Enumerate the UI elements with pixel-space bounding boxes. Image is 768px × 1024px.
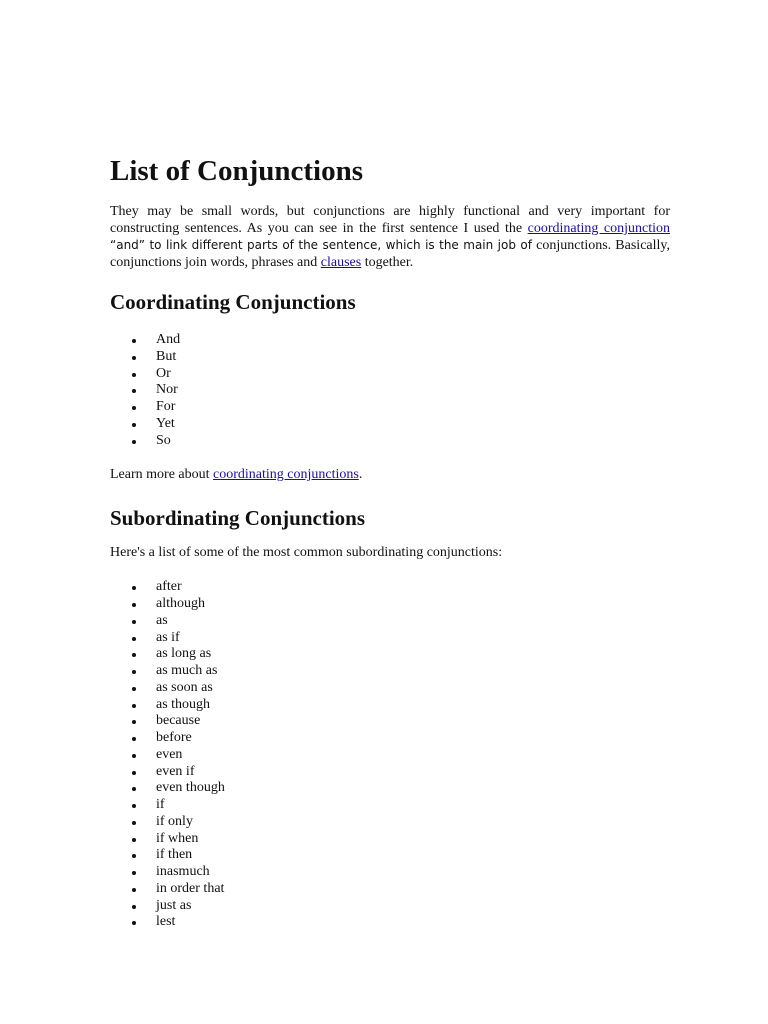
list-item-label: And [156, 332, 181, 347]
list-item-label: For [156, 399, 176, 414]
list-item [110, 433, 670, 450]
list-item-label: even [156, 746, 183, 762]
intro-text-3: conjunctions. Basically, conjunctions join words, phrases and [110, 238, 670, 270]
bullet-icon [132, 687, 136, 691]
bullet-icon [132, 670, 136, 674]
list-item [110, 579, 670, 596]
list-item [110, 646, 670, 663]
list-item [110, 914, 670, 931]
list-item-label: even though [156, 780, 225, 796]
list-item [110, 898, 670, 915]
list-item-label: Or [156, 365, 171, 381]
list-item [110, 864, 670, 881]
list-item [110, 814, 670, 831]
list-item [110, 663, 670, 680]
coordinating-heading: Coordinating Conjunctions [110, 290, 356, 314]
list-item [110, 797, 670, 814]
subordinating-intro: Here's a list of some of the most common subordinating conjunctions: [110, 545, 503, 561]
list-item [110, 747, 670, 764]
bullet-icon [132, 787, 136, 791]
list-item [110, 416, 670, 433]
list-item [110, 630, 670, 647]
learn-more-prefix: Learn more about [110, 467, 214, 483]
bullet-icon [132, 754, 136, 758]
list-item [110, 847, 670, 864]
bullet-icon [132, 653, 136, 657]
bullet-icon [132, 423, 136, 427]
learn-more-paragraph [110, 466, 670, 483]
subordinating-list [110, 579, 670, 931]
list-item-label: inasmuch [156, 864, 210, 879]
bullet-icon [132, 888, 136, 892]
bullet-icon [132, 704, 136, 708]
list-item-label: in order that [156, 880, 225, 896]
clauses-link[interactable]: clauses [320, 255, 362, 270]
list-item-label: as though [156, 696, 211, 712]
list-item-label: even if [156, 763, 195, 779]
list-item-label: as if [156, 629, 180, 645]
list-item-label: as soon as [156, 679, 213, 695]
list-item-label: as much as [156, 663, 218, 678]
coordinating-conjunctions-link[interactable]: coordinating conjunctions [213, 467, 359, 483]
list-item-label: if when [156, 830, 199, 846]
bullet-icon [132, 871, 136, 875]
list-item [110, 881, 670, 898]
list-item-label: as [156, 612, 168, 628]
bullet-icon [132, 356, 136, 360]
bullet-icon [132, 821, 136, 825]
intro-text-4: together. [361, 255, 414, 270]
learn-more-suffix: . [358, 467, 363, 483]
bullet-icon [132, 389, 136, 393]
document-page [110, 152, 670, 931]
list-item-label: lest [156, 914, 176, 930]
list-item [110, 780, 670, 797]
list-item [110, 349, 670, 366]
list-item-label: But [156, 348, 177, 364]
list-item-label: So [156, 432, 171, 448]
list-item [110, 399, 670, 416]
list-item [110, 713, 670, 730]
list-item-label: if [156, 797, 165, 812]
bullet-icon [132, 339, 136, 343]
coordinating-list [110, 332, 670, 449]
bullet-icon [132, 637, 136, 641]
list-item [110, 366, 670, 383]
intro-text-2: “and” to link different parts of the sentence, which is the main job of [110, 238, 532, 252]
bullet-icon [132, 838, 136, 842]
list-item [110, 332, 670, 349]
bullet-icon [132, 854, 136, 858]
bullet-icon [132, 905, 136, 909]
bullet-icon [132, 586, 136, 590]
intro-text-1: They may be small words, but conjunctions are highly functional and very important for constructing sentences. As you can see in the first sentence I used the [110, 204, 670, 236]
list-item-label: if only [156, 813, 193, 829]
intro-paragraph [110, 203, 670, 271]
bullet-icon [132, 440, 136, 444]
coordinating-conjunction-link[interactable]: coordinating conjunction [527, 221, 671, 236]
list-item-label: Nor [156, 382, 178, 398]
list-item-label: before [156, 730, 192, 745]
bullet-icon [132, 406, 136, 410]
list-item-label: although [156, 596, 205, 611]
list-item [110, 613, 670, 630]
bullet-icon [132, 373, 136, 377]
list-item [110, 831, 670, 848]
bullet-icon [132, 921, 136, 925]
list-item-label: after [156, 579, 182, 595]
bullet-icon [132, 720, 136, 724]
bullet-icon [132, 603, 136, 607]
list-item-label: because [156, 713, 201, 729]
list-item [110, 596, 670, 613]
page-title: List of Conjunctions [110, 155, 363, 187]
bullet-icon [132, 620, 136, 624]
list-item [110, 764, 670, 781]
list-item-label: if then [156, 847, 193, 863]
list-item-label: Yet [156, 415, 175, 431]
list-item-label: as long as [156, 646, 212, 662]
bullet-icon [132, 804, 136, 808]
list-item [110, 680, 670, 697]
subordinating-heading: Subordinating Conjunctions [110, 506, 366, 531]
list-item [110, 382, 670, 399]
list-item [110, 697, 670, 714]
list-item [110, 730, 670, 747]
bullet-icon [132, 737, 136, 741]
bullet-icon [132, 771, 136, 775]
list-item-label: just as [156, 897, 192, 913]
